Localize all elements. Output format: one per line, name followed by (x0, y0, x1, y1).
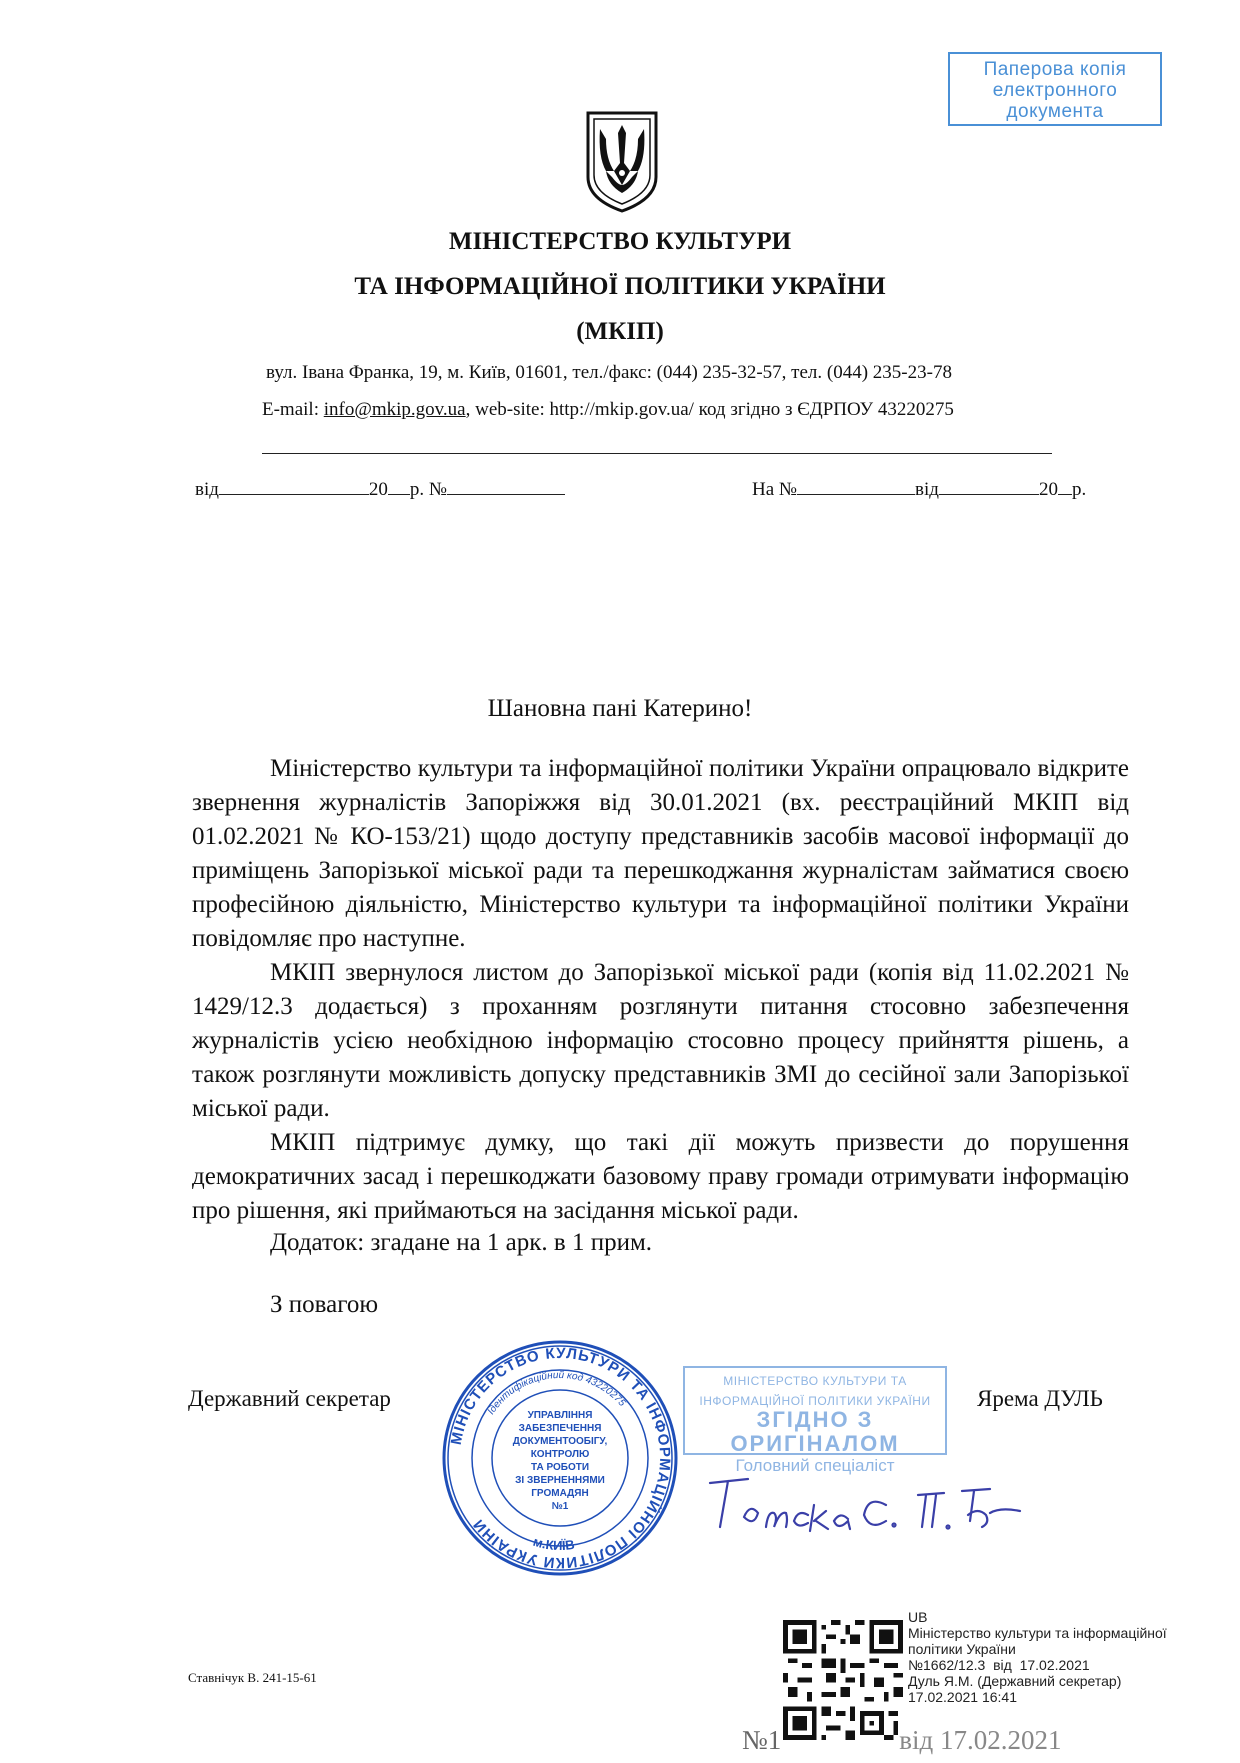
seal-inner-line-3: ДОКУМЕНТООБІГУ, (512, 1436, 608, 1447)
ministry-abbreviation: (МКІП) (576, 318, 664, 345)
electronic-registration (908, 1609, 1167, 1705)
letter-body (192, 752, 1129, 1228)
registration-number-stamp (742, 1725, 1062, 1756)
seal-inner-line-1: УПРАВЛІННЯ (527, 1410, 593, 1421)
seal-inner-line-8: №1 (551, 1501, 569, 1512)
handwritten-signature (690, 1465, 1030, 1545)
true-copy-stamp-line-3: ЗГІДНО З ОРИГІНАЛОМ (730, 1407, 900, 1456)
reg-line-6: 17.02.2021 16:41 (908, 1689, 1017, 1705)
seal-code-text: Ідентифікаційний код 43220275 (485, 1369, 628, 1417)
reg-number-prefix: №1 (742, 1725, 782, 1755)
outgoing-number-field (195, 478, 565, 501)
closing: З повагою (270, 1291, 379, 1318)
seal-inner-line-4: КОНТРОЛЮ (530, 1449, 590, 1460)
paragraph-2: МКІП звернулося листом до Запорізької міської ради (копія від 11.02.2021 № 1429/12.3 додається) з проханням розглянути питання стосовно забезпечення журналістів усією необхідною інформацію стосовно процесу прийняття рішень, а також розглянути можливість допуску представників ЗМІ до сесійної зали Запорізької міської ради. (192, 959, 1129, 1122)
reply-from-label: від (915, 479, 939, 500)
date-blank (219, 478, 369, 495)
seal-inner-line-5: ТА РОБОТИ (530, 1462, 590, 1473)
reply-number-blank (797, 478, 915, 495)
reply-year-label: 20 (1038, 479, 1058, 500)
website-and-code: , web-site: http://mkip.gov.ua/ код згідно з ЄДРПОУ 43220275 (465, 399, 954, 420)
paragraph-3: МКІП підтримує думку, що такі дії можуть призвести до порушення демократичних засад і перешкоджати базовому праву громади отримувати інформацію про рішення, які приймаються на засідання міської ради. (192, 1129, 1129, 1224)
email-prefix: E-mail: (262, 399, 324, 420)
reg-number-date: від 17.02.2021 (899, 1725, 1062, 1755)
copy-stamp-line-2: електронного (992, 80, 1118, 101)
ministry-name-line-1: МІНІСТЕРСТВО КУЛЬТУРИ (448, 228, 792, 255)
number-blank (447, 478, 565, 495)
copy-stamp-line-1: Паперова копія (983, 59, 1127, 80)
reply-r-label: р. (1071, 479, 1087, 500)
signer-name: Ярема ДУЛЬ (977, 1386, 1103, 1411)
reg-line-4: №1662/12.3 від 17.02.2021 (908, 1657, 1090, 1673)
reply-year-blank (1058, 478, 1072, 495)
salutation: Шановна пані Катерино! (487, 695, 753, 722)
from-label: від (195, 479, 219, 500)
true-copy-stamp (683, 1366, 947, 1475)
signer-title: Державний секретар (188, 1386, 391, 1411)
seal-inner-line-6: ЗІ ЗВЕРНЕННЯМИ (515, 1475, 605, 1486)
paragraph-1: Міністерство культури та інформаційної політики України опрацювало відкрите звернення журналістів Запоріжжя від 30.01.2021 (вх. реєстраційний МКІП від 01.02.2021 № КО-153/21) щодо доступу представників засобів масової інформації до приміщень Запорізької міської ради та перешкоджання журналістам займатися своєю професійною діяльністю, Міністерство культури та інформаційної політики України повідомляє про наступне. (192, 755, 1129, 952)
svg-text:м.КИЇВ (531, 1534, 575, 1553)
header-divider (262, 453, 1052, 454)
ministry-address: вул. Івана Франка, 19, м. Київ, 01601, тел./факс: (044) 235-32-57, тел. (044) 235-23-78 (266, 362, 952, 383)
paper-copy-stamp (948, 52, 1162, 126)
seal-inner-line-7: ГРОМАДЯН (531, 1488, 589, 1499)
ministry-name-line-2: ТА ІНФОРМАЦІЙНОЇ ПОЛІТИКИ УКРАЇНИ (354, 273, 886, 300)
reply-date-blank (939, 478, 1039, 495)
true-copy-stamp-line-2: ІНФОРМАЦІЙНОЇ ПОЛІТИКИ УКРАЇНИ (699, 1394, 931, 1408)
reg-line-2: Міністерство культури та інформаційної (908, 1625, 1167, 1641)
true-copy-stamp-line-1: МІНІСТЕРСТВО КУЛЬТУРИ ТА (723, 1374, 907, 1388)
true-copy-stamp-line-4: Головний спеціаліст (735, 1456, 895, 1475)
r-label: р. № (409, 479, 448, 500)
reg-line-1: UB (908, 1609, 928, 1625)
seal-inner-line-2: ЗАБЕЗПЕЧЕННЯ (518, 1423, 602, 1434)
qr-code (783, 1620, 903, 1740)
ministry-contacts (262, 399, 954, 421)
copy-stamp-line-3: документа (1006, 101, 1104, 122)
reg-line-3: політики України (908, 1641, 1016, 1657)
reg-line-5: Дуль Я.М. (Державний секретар) (908, 1673, 1122, 1689)
email-link[interactable]: info@mkip.gov.ua (323, 399, 466, 420)
attachment-note: Додаток: згадане на 1 арк. в 1 прим. (270, 1229, 653, 1256)
seal-outer-text: МІНІСТЕРСТВО КУЛЬТУРИ ТА ІНФОРМАЦІЙНОЇ ПОЛІТИКИ УКРАЇНИ (447, 1344, 674, 1572)
executor-info: Ставнічук В. 241-15-61 (188, 1670, 317, 1685)
seal-city-text: м.КИЇВ (531, 1533, 576, 1554)
reply-number-field (752, 478, 1086, 501)
year-label: 20 (368, 479, 388, 500)
reply-label: На № (752, 479, 798, 500)
year-blank (388, 478, 410, 495)
trident-coat-of-arms-icon (584, 107, 660, 215)
round-seal-stamp (440, 1338, 680, 1578)
